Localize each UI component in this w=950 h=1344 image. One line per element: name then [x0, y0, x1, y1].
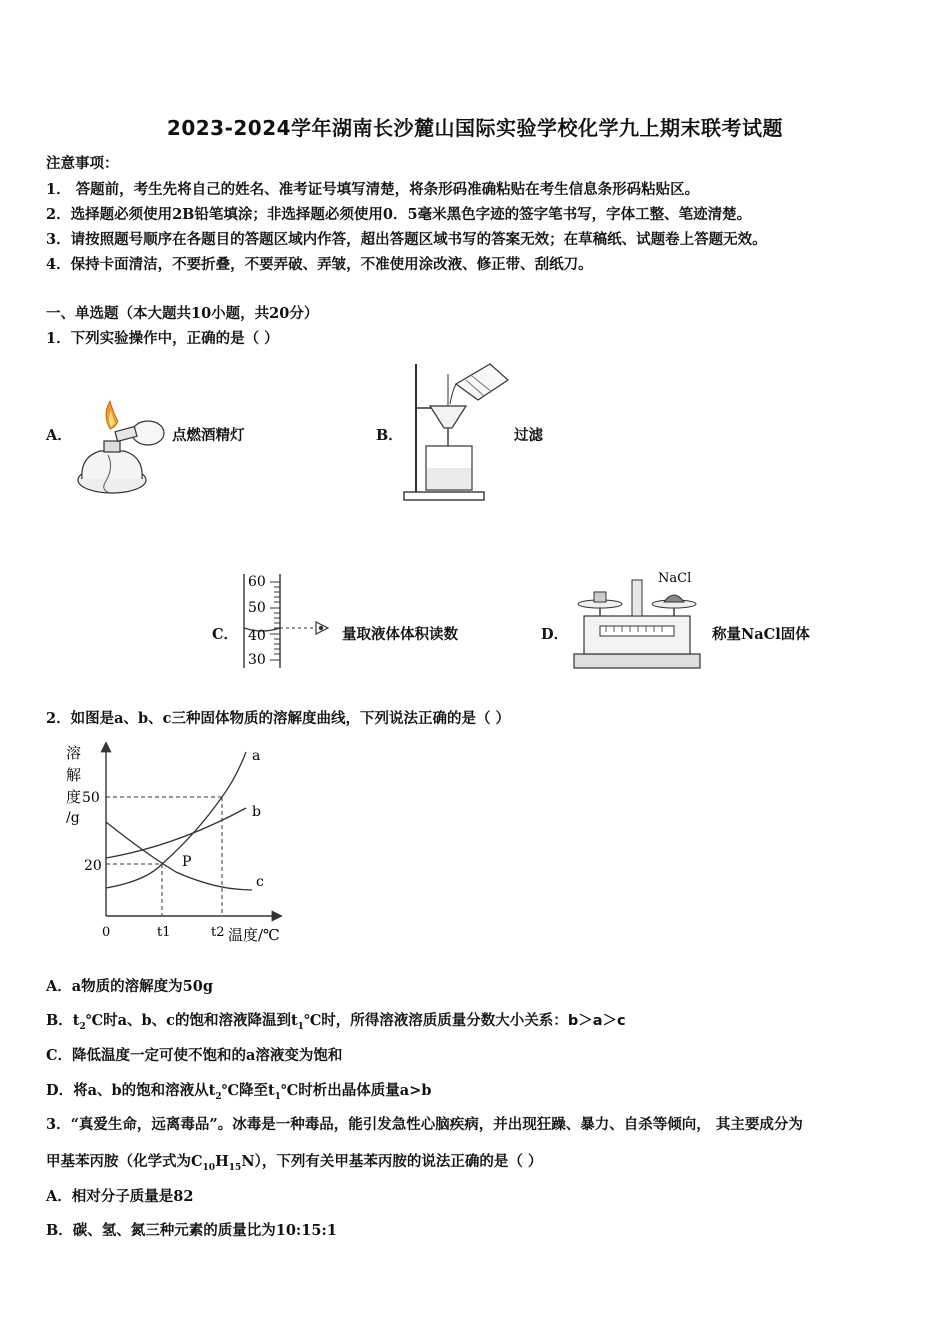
q2-option-c: C．降低温度一定可使不饱和的a溶液变为饱和 — [46, 1047, 343, 1064]
option-d-caption: 称量NaCl固体 — [712, 626, 810, 643]
y-label-1: 溶 — [66, 744, 82, 762]
origin-label: 0 — [102, 925, 111, 940]
page-title: 2023-2024学年湖南长沙麓山国际实验学校化学九上期末联考试题 — [166, 116, 784, 140]
balance-weighing-icon — [570, 566, 710, 672]
notice-heading: 注意事项： — [46, 155, 119, 172]
y-label-3: 度 — [66, 788, 82, 806]
question-3-stem-line1: 3．“真爱生命，远离毒品”。冰毒是一种毒品，能引发急性心脑疾病，并出现狂躁、暴力、自杀等倾向， 其主要成分为 — [46, 1116, 803, 1133]
x-label: 温度/℃ — [228, 926, 280, 944]
y-tick-20: 20 — [84, 858, 102, 874]
cylinder-tick-60: 60 — [248, 574, 266, 590]
q3-option-b: B．碳、氢、氮三种元素的质量比为10:15:1 — [46, 1222, 337, 1239]
filtration-apparatus-icon — [400, 356, 515, 504]
q2-option-b: B．$t_2℃$时a、b、c的饱和溶液降温到$t_1℃$时，所得溶液溶质质量分数大小关系：b＞a＞c — [46, 1012, 626, 1032]
cylinder-tick-30: 30 — [248, 652, 266, 668]
question-2-stem: 2．如图是a、b、c三种固体物质的溶解度曲线，下列说法正确的是（ ） — [46, 710, 510, 727]
question-3-stem-line2: 甲基苯丙胺（化学式为$C_{10}H_{15}N$），下列有关甲基苯丙胺的说法正确的是（ ） — [46, 1153, 543, 1173]
notice-item: 1． 答题前，考生先将自己的姓名、准考证号填写清楚，将条形码准确粘贴在考生信息条形码粘贴区。 — [46, 181, 700, 198]
cylinder-tick-40: 40 — [248, 628, 266, 644]
graduated-cylinder-reading-icon — [236, 568, 336, 672]
notice-item: 4．保持卡面清洁，不要折叠，不要弄破、弄皱，不准使用涂改液、修正带、刮纸刀。 — [46, 256, 593, 273]
alcohol-lamp-lighting-icon — [70, 395, 175, 500]
notice-item: 2．选择题必须使用2B铅笔填涂；非选择题必须使用0．5毫米黑色字迹的签字笔书写，字体工整、笔迹清楚。 — [46, 206, 752, 223]
y-label-4: /g — [66, 810, 80, 826]
q2-option-a: A．a物质的溶解度为50g — [46, 978, 213, 995]
q2-option-d: D．将a、b的饱和溶液从$t_2℃$降至$t_1℃$时析出晶体质量a>b — [46, 1082, 432, 1102]
q3-option-a: A．相对分子质量是82 — [46, 1188, 194, 1205]
option-d-letter: D． — [541, 626, 569, 643]
option-b-caption: 过滤 — [514, 427, 543, 444]
y-label-2: 解 — [66, 766, 82, 784]
curve-a — [106, 752, 246, 888]
curve-c-label: c — [256, 874, 264, 890]
question-1-stem: 1．下列实验操作中，正确的是（ ） — [46, 330, 279, 347]
curve-c — [106, 822, 252, 890]
intersection-point-label: P — [182, 854, 192, 870]
option-a-caption: 点燃酒精灯 — [172, 427, 245, 444]
notice-item: 3．请按照题号顺序在各题目的答题区域内作答，超出答题区域书写的答案无效；在草稿纸、试题卷上答题无效。 — [46, 231, 767, 248]
y-tick-50: 50 — [82, 790, 100, 806]
cylinder-tick-50: 50 — [248, 600, 266, 616]
solubility-curve-chart — [56, 738, 296, 948]
section-heading: 一、单选题（本大题共10小题，共20分） — [46, 305, 319, 322]
option-c-caption: 量取液体体积读数 — [342, 626, 458, 643]
option-c-letter: C． — [212, 626, 239, 643]
x-tick-t2: t2 — [211, 925, 225, 940]
option-a-letter: A． — [46, 427, 72, 444]
balance-sample-label: NaCl — [658, 571, 692, 586]
curve-a-label: a — [252, 748, 261, 764]
option-b-letter: B． — [376, 427, 403, 444]
curve-b-label: b — [252, 804, 261, 820]
x-tick-t1: t1 — [157, 925, 171, 940]
